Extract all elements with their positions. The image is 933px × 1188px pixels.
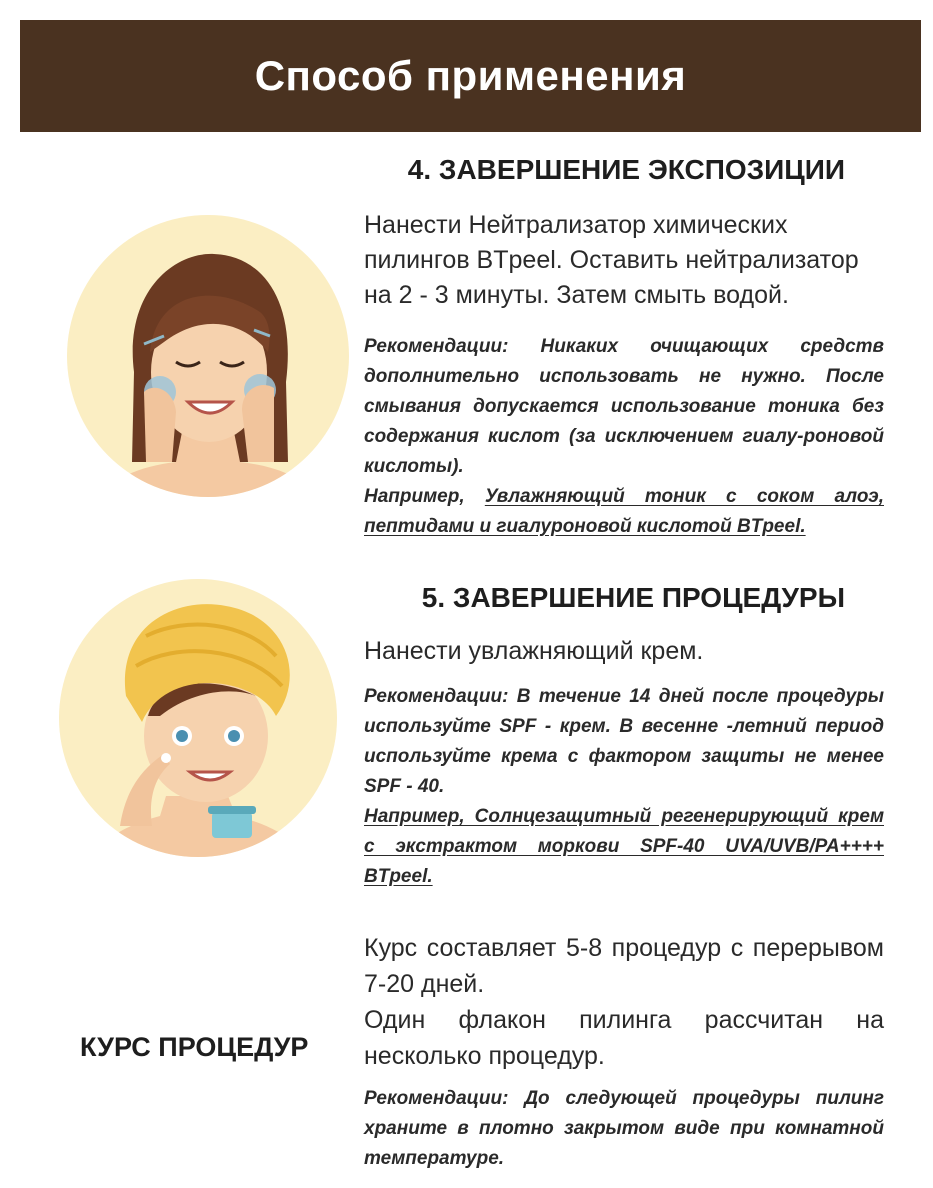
step5-title: 5. ЗАВЕРШЕНИЕ ПРОЦЕДУРЫ [421,582,845,613]
course-text [364,930,884,1074]
page-title: Способ применения [254,52,687,99]
course-text-2: Один флакон пилинга рассчитан на несколько процедур. [364,1006,884,1070]
step5-rec-label: Рекомендации: [364,686,509,707]
course-text-1: Курс составляет 5-8 процедур с перерывом 7-20 дней. [364,934,884,998]
step5-rec-text: В течение 14 дней после процедуры используйте SPF - крем. В весенне -летний период используйте крема с фактором защиты не менее SPF - 40. [364,686,884,797]
course-title: КУРС ПРОЦЕДУР [80,1032,309,1062]
woman-washing-face-icon [64,212,352,500]
step4-rec-label: Рекомендации: [364,336,509,357]
step4-line-1: Нанести Нейтрализатор химических [364,211,788,239]
step5-recommendations [364,682,884,892]
step4-line-3: на 2 - 3 минуты. Затем смыть водой. [364,281,789,309]
page-header [20,20,921,132]
step4-example-label: Например, [364,486,485,507]
step4-title: 4. ЗАВЕРШЕНИЕ ЭКСПОЗИЦИИ [407,154,845,185]
step4-recommendations [364,332,884,542]
woman-applying-cream-icon [56,576,340,860]
step4-rec-text: Никаких очищающих средств дополнительно использовать не нужно. После смывания допускается использование тоника без содержания кислот (за исключением гиалу-роновой кислоты). [364,336,884,477]
step4-line-2: пилингов BTpeel. Оставить нейтрализатор [364,246,859,274]
step4-example-product: Увлажняющий тоник с соком алоэ, пептидами и гиалуроновой кислотой BTpeel. [364,486,884,537]
course-rec-text: До следующей процедуры пилинг храните в плотно закрытом виде при комнатной температуре. [364,1088,884,1169]
step4-text [364,208,884,313]
step5-example-product: Например, Солнцезащитный регенерирующий крем с экстрактом моркови SPF-40 UVA/UVB/PA++++ BTpeel. [364,806,884,887]
step5-line-1: Нанести увлажняющий крем. [364,637,704,665]
course-recommendations [364,1084,884,1174]
course-rec-label: Рекомендации: [364,1088,509,1109]
step5-text [364,634,884,669]
